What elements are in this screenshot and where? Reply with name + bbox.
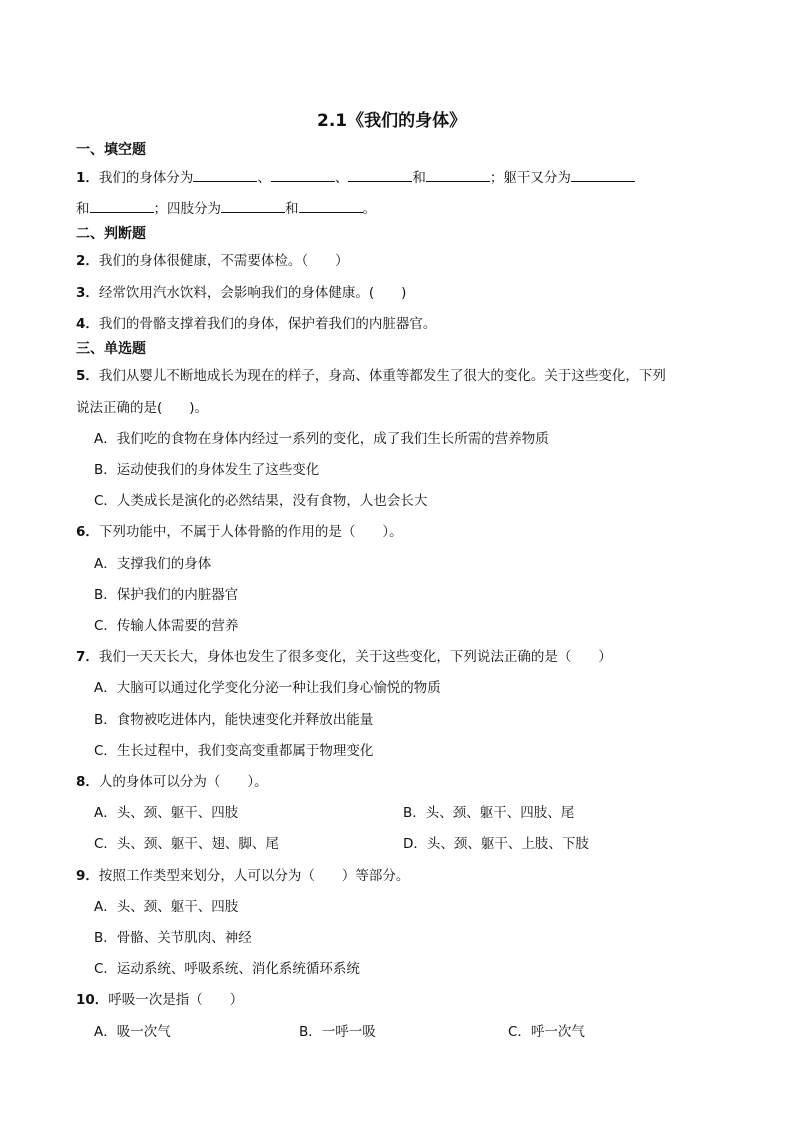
question-number: 10． xyxy=(76,992,109,1008)
question-number: 3． xyxy=(76,285,99,301)
question-7 xyxy=(76,645,612,665)
option-a[interactable]: A．我们吃的食物在身体内经过一系列的变化，成了我们生长所需的营养物质 xyxy=(94,431,549,447)
option-b[interactable]: B．一呼一吸 xyxy=(299,1024,376,1040)
question-10 xyxy=(76,988,243,1008)
answer-blank[interactable] xyxy=(426,167,490,182)
question-text: 我们的身体很健康，不需要体检。（ ） xyxy=(98,253,349,269)
option-b[interactable]: B．运动使我们的身体发生了这些变化 xyxy=(94,462,320,478)
question-6 xyxy=(76,520,403,540)
answer-blank[interactable] xyxy=(299,198,363,213)
option-c[interactable]: C．运动系统、呼吸系统、消化系统循环系统 xyxy=(94,961,360,977)
section-single-choice: 三、单选题 xyxy=(76,341,146,357)
question-9 xyxy=(76,864,409,884)
question-5-line-1 xyxy=(76,364,666,384)
question-text: 。 xyxy=(362,201,376,217)
option-b[interactable]: B．保护我们的内脏器官 xyxy=(94,587,239,603)
option-c[interactable]: C．生长过程中，我们变高变重都属于物理变化 xyxy=(94,743,374,759)
answer-blank[interactable] xyxy=(271,167,335,182)
question-text: 按照工作类型来划分，人可以分为（ ）等部分。 xyxy=(98,868,410,884)
answer-blank[interactable] xyxy=(193,167,257,182)
question-number: 1． xyxy=(76,170,99,186)
option-c[interactable]: C．传输人体需要的营养 xyxy=(94,618,239,634)
option-b[interactable]: B．食物被吃进体内，能快速变化并释放出能量 xyxy=(94,712,374,728)
option-c[interactable]: C．人类成长是演化的必然结果，没有食物，人也会长大 xyxy=(94,493,428,509)
option-a[interactable]: A．支撑我们的身体 xyxy=(94,556,212,572)
question-4 xyxy=(76,312,436,332)
question-text: 经常饮用汽水饮料，会影响我们的身体健康。( ) xyxy=(98,285,407,301)
question-number: 8． xyxy=(76,774,99,790)
question-text: ；四肢分为 xyxy=(153,201,221,217)
question-3 xyxy=(76,281,406,301)
question-text: 人的身体可以分为（ ）。 xyxy=(98,774,268,790)
answer-blank[interactable] xyxy=(348,167,412,182)
option-c[interactable]: C．呼一次气 xyxy=(508,1024,585,1040)
page-title: 2.1《我们的身体》 xyxy=(317,111,467,131)
question-8 xyxy=(76,770,268,790)
question-text: 我们的身体分为 xyxy=(98,170,194,186)
question-number: 7． xyxy=(76,649,99,665)
question-text: 我们一天天长大，身体也发生了很多变化，关于这些变化，下列说法正确的是（ ） xyxy=(98,649,612,665)
option-a[interactable]: A．头、颈、躯干、四肢 xyxy=(94,805,239,821)
answer-blank[interactable] xyxy=(221,198,285,213)
separator: 、 xyxy=(257,170,271,186)
option-b[interactable]: B．骨骼、关节肌肉、神经 xyxy=(94,930,252,946)
question-text: 呼吸一次是指（ ） xyxy=(108,992,244,1008)
question-number: 9． xyxy=(76,868,99,884)
question-number: 2． xyxy=(76,253,99,269)
question-text: 和 xyxy=(285,201,299,217)
option-b[interactable]: B．头、颈、躯干、四肢、尾 xyxy=(403,805,575,821)
question-number: 5． xyxy=(76,368,99,384)
answer-blank[interactable] xyxy=(571,167,635,182)
option-a[interactable]: A．大脑可以通过化学变化分泌一种让我们身心愉悦的物质 xyxy=(94,680,441,696)
question-1-line-1 xyxy=(76,166,635,186)
option-d[interactable]: D．头、颈、躯干、上肢、下肢 xyxy=(403,836,589,852)
question-text: 我们从婴儿不断地成长为现在的样子，身高、体重等都发生了很大的变化。关于这些变化，下列 xyxy=(98,368,666,384)
question-text: 下列功能中，不属于人体骨骼的作用的是（ ）。 xyxy=(98,524,403,540)
separator: 和 xyxy=(412,170,426,186)
question-5-line-2: 说法正确的是( )。 xyxy=(76,400,209,416)
question-text: ；躯干又分为 xyxy=(489,170,571,186)
section-fill-blank: 一、填空题 xyxy=(76,142,146,158)
option-a[interactable]: A．吸一次气 xyxy=(94,1024,171,1040)
question-text: 和 xyxy=(76,201,90,217)
question-number: 4． xyxy=(76,316,99,332)
option-a[interactable]: A．头、颈、躯干、四肢 xyxy=(94,899,239,915)
question-1-line-2 xyxy=(76,197,376,217)
answer-blank[interactable] xyxy=(90,198,154,213)
question-number: 6． xyxy=(76,524,99,540)
separator: 、 xyxy=(334,170,349,186)
section-true-false: 二、判断题 xyxy=(76,226,146,242)
option-c[interactable]: C．头、颈、躯干、翅、脚、尾 xyxy=(94,836,279,852)
question-2 xyxy=(76,249,349,269)
question-text: 我们的骨骼支撑着我们的身体，保护着我们的内脏器官。 xyxy=(98,316,437,332)
